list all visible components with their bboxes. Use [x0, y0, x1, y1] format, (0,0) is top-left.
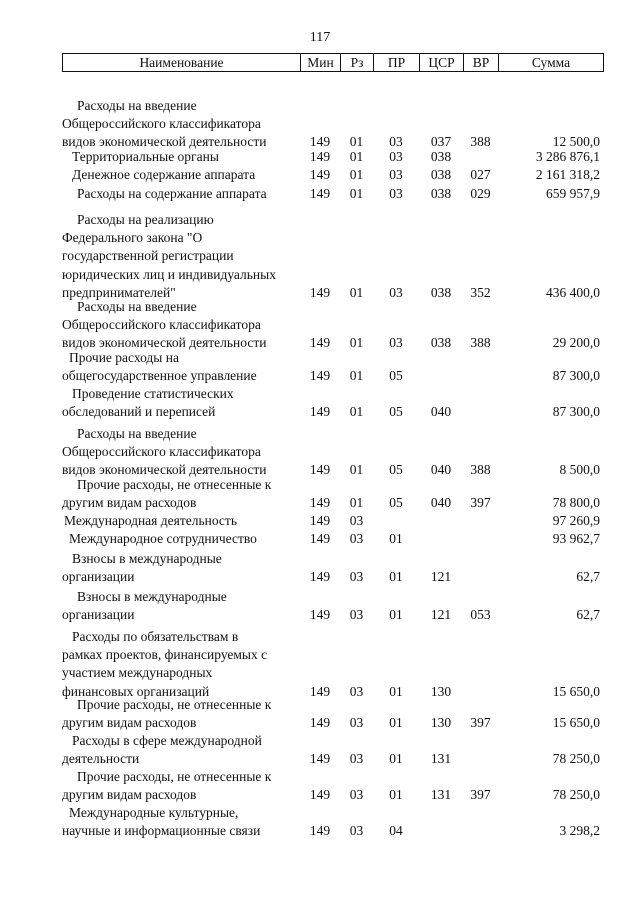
cell-pr: 03 — [389, 166, 403, 182]
cell-vr: 397 — [470, 495, 491, 511]
cell-rz: 03 — [349, 715, 364, 731]
row-name-line: организации — [62, 569, 135, 585]
row-name-line: Общероссийского классификатора — [62, 116, 261, 132]
cell-rz: 03 — [349, 683, 364, 699]
table-row — [0, 166, 640, 184]
row-name-line: видов экономической деятельности — [62, 134, 267, 150]
row-name-line: Общероссийского классификатора — [62, 317, 261, 333]
cell-pr: 01 — [389, 569, 403, 585]
cell-sum: 3 298,2 — [559, 823, 600, 839]
table-row — [0, 512, 640, 530]
row-name-line: Расходы на введение — [77, 299, 197, 314]
cell-sum: 436 400,0 — [546, 284, 600, 300]
cell-rz: 01 — [349, 368, 364, 384]
cell-csr: 038 — [430, 148, 452, 164]
cell-min: 149 — [309, 607, 331, 623]
cell-vr: 397 — [470, 787, 491, 803]
cell-pr: 03 — [389, 335, 403, 351]
cell-rz: 03 — [349, 751, 364, 767]
header-min: Мин — [301, 54, 341, 72]
cell-csr: 121 — [430, 607, 452, 623]
row-name-line: Взносы в международные — [72, 551, 222, 566]
cell-min: 149 — [309, 569, 331, 585]
cell-csr: 131 — [430, 751, 452, 767]
cell-pr: 03 — [389, 284, 403, 300]
header-csr: ЦСР — [420, 54, 464, 72]
header-pr: ПР — [374, 54, 420, 72]
cell-rz: 01 — [349, 134, 364, 150]
cell-min: 149 — [309, 284, 331, 300]
row-name-line: Международное сотрудничество — [69, 531, 257, 546]
cell-csr: 038 — [430, 185, 452, 201]
row-name-line: Расходы на реализацию — [77, 212, 214, 227]
cell-sum: 15 650,0 — [552, 715, 600, 731]
table-row — [0, 298, 640, 353]
cell-sum: 62,7 — [576, 569, 600, 585]
header-vr: ВР — [464, 54, 499, 72]
table-row — [0, 768, 640, 804]
row-name-line: предпринимателей" — [62, 284, 176, 300]
cell-pr: 01 — [389, 607, 403, 623]
table-row — [0, 185, 640, 203]
cell-sum: 2 161 318,2 — [535, 166, 600, 182]
cell-sum: 97 260,9 — [552, 512, 600, 528]
cell-rz: 01 — [349, 462, 364, 478]
header-rz: Рз — [341, 54, 374, 72]
cell-min: 149 — [309, 530, 331, 546]
cell-rz: 01 — [349, 404, 364, 420]
cell-min: 149 — [309, 495, 331, 511]
table-row — [0, 211, 640, 302]
cell-csr: 040 — [430, 462, 452, 478]
cell-pr: 04 — [389, 823, 403, 839]
cell-min: 149 — [309, 166, 331, 182]
cell-sum: 3 286 876,1 — [535, 148, 600, 164]
cell-min: 149 — [309, 404, 331, 420]
header-sum: Сумма — [499, 54, 604, 72]
cell-pr: 03 — [389, 134, 403, 150]
header-name: Наименование — [63, 54, 301, 72]
cell-pr: 05 — [389, 495, 403, 511]
row-name-line: финансовых организаций — [62, 683, 210, 699]
row-name-line: рамках проектов, финансируемых с — [62, 647, 268, 663]
cell-vr: 029 — [470, 185, 491, 201]
cell-rz: 03 — [349, 512, 364, 528]
row-name — [62, 804, 309, 840]
cell-min: 149 — [309, 715, 331, 731]
cell-pr: 05 — [389, 368, 403, 384]
row-name-line: Прочие расходы на — [69, 350, 179, 365]
row-name-line: видов экономической деятельности — [62, 335, 267, 351]
cell-sum: 62,7 — [576, 607, 600, 623]
table-row — [0, 696, 640, 732]
table-row — [0, 628, 640, 701]
table-row — [0, 550, 640, 586]
cell-min: 149 — [309, 185, 331, 201]
row-name-line: Прочие расходы, не отнесенные к — [77, 477, 272, 492]
cell-vr: 388 — [470, 462, 491, 478]
row-name-line: обследований и переписей — [62, 404, 216, 420]
row-name-line: видов экономической деятельности — [62, 462, 267, 478]
row-name-line: Проведение статистических — [72, 386, 234, 401]
row-name-line: Прочие расходы, не отнесенные к — [77, 697, 272, 712]
cell-min: 149 — [309, 368, 331, 384]
row-name — [62, 768, 317, 804]
cell-pr: 01 — [389, 751, 403, 767]
cell-vr: 053 — [470, 607, 491, 623]
row-name — [62, 550, 312, 586]
cell-csr: 121 — [430, 569, 452, 585]
row-name — [69, 530, 309, 548]
row-name — [62, 425, 317, 480]
cell-sum: 87 300,0 — [552, 404, 600, 420]
row-name-line: Международные культурные, — [69, 805, 239, 820]
cell-rz: 03 — [349, 787, 364, 803]
cell-vr: 388 — [470, 335, 491, 351]
row-name-line: деятельности — [62, 751, 140, 767]
cell-rz: 01 — [349, 166, 364, 182]
row-name-line: другим видам расходов — [62, 495, 197, 511]
cell-sum: 29 200,0 — [552, 335, 600, 351]
row-name — [62, 97, 317, 152]
row-name-line: Расходы на введение — [77, 98, 197, 113]
row-name — [62, 476, 317, 512]
cell-csr: 038 — [430, 166, 452, 182]
cell-sum: 78 250,0 — [552, 751, 600, 767]
row-name-line: Взносы в международные — [77, 589, 227, 604]
cell-min: 149 — [309, 823, 331, 839]
row-name-line: Прочие расходы, не отнесенные к — [77, 769, 272, 784]
page-number: 117 — [309, 30, 331, 45]
row-name-line: общегосударственное управление — [62, 368, 257, 384]
cell-min: 149 — [309, 462, 331, 478]
cell-pr: 01 — [389, 787, 403, 803]
cell-min: 149 — [309, 335, 331, 351]
cell-rz: 01 — [349, 185, 364, 201]
row-name — [62, 211, 317, 302]
cell-min: 149 — [309, 787, 331, 803]
row-name — [62, 588, 317, 624]
cell-rz: 01 — [349, 495, 364, 511]
row-name-line: Федерального закона "О — [62, 230, 203, 246]
row-name-line: другим видам расходов — [62, 787, 197, 803]
cell-csr: 131 — [430, 787, 452, 803]
cell-csr: 130 — [430, 715, 452, 731]
cell-sum: 78 800,0 — [552, 495, 600, 511]
cell-vr: 388 — [470, 134, 491, 150]
cell-sum: 15 650,0 — [552, 683, 600, 699]
cell-csr: 130 — [430, 683, 452, 699]
cell-csr: 038 — [430, 335, 452, 351]
row-name-line: научные и информационные связи — [62, 823, 261, 839]
cell-min: 149 — [309, 148, 331, 164]
cell-csr: 038 — [430, 284, 452, 300]
cell-pr: 01 — [389, 715, 403, 731]
row-name-line: Расходы в сфере международной — [72, 733, 262, 748]
cell-pr: 01 — [389, 530, 403, 546]
cell-sum: 659 957,9 — [546, 185, 600, 201]
row-name — [62, 298, 317, 353]
row-name — [72, 148, 312, 166]
cell-rz: 03 — [349, 823, 364, 839]
row-name-line: Международная деятельность — [64, 513, 237, 528]
table-row — [0, 804, 640, 840]
row-name — [62, 732, 312, 768]
cell-sum: 12 500,0 — [552, 134, 600, 150]
cell-rz: 03 — [349, 530, 364, 546]
table-row — [0, 476, 640, 512]
row-name-line: Расходы по обязательствам в — [72, 629, 239, 644]
row-name-line: участием международных — [62, 665, 213, 681]
cell-min: 149 — [309, 751, 331, 767]
row-name-line: Денежное содержание аппарата — [72, 167, 256, 182]
table-row — [0, 425, 640, 480]
cell-min: 149 — [309, 134, 331, 150]
cell-sum: 78 250,0 — [552, 787, 600, 803]
cell-rz: 03 — [349, 569, 364, 585]
cell-csr: 037 — [430, 134, 452, 150]
table-header — [62, 53, 604, 72]
cell-sum: 8 500,0 — [559, 462, 600, 478]
cell-min: 149 — [309, 683, 331, 699]
row-name-line: организации — [62, 607, 135, 623]
table-row — [0, 349, 640, 385]
cell-pr: 05 — [389, 462, 403, 478]
table-row — [0, 530, 640, 548]
table-row — [0, 148, 640, 166]
cell-vr: 027 — [470, 166, 491, 182]
table-row — [0, 732, 640, 768]
cell-rz: 01 — [349, 284, 364, 300]
cell-pr: 01 — [389, 683, 403, 699]
cell-rz: 03 — [349, 607, 364, 623]
table-row — [0, 385, 640, 421]
row-name-line: Расходы на введение — [77, 426, 197, 441]
row-name-line: Расходы на содержание аппарата — [77, 186, 267, 201]
cell-sum: 87 300,0 — [552, 368, 600, 384]
cell-sum: 93 962,7 — [552, 530, 600, 546]
row-name — [62, 696, 317, 732]
cell-vr: 352 — [470, 284, 491, 300]
row-name-line: Территориальные органы — [72, 149, 219, 164]
cell-pr: 05 — [389, 404, 403, 420]
cell-vr: 397 — [470, 715, 491, 731]
row-name — [64, 512, 304, 530]
row-name-line: юридических лиц и индивидуальных — [62, 266, 276, 282]
row-name — [72, 166, 312, 184]
cell-csr: 040 — [430, 404, 452, 420]
cell-rz: 01 — [349, 335, 364, 351]
cell-pr: 03 — [389, 148, 403, 164]
row-name-line: государственной регистрации — [62, 248, 234, 264]
table-row — [0, 97, 640, 152]
cell-pr: 03 — [389, 185, 403, 201]
cell-csr: 040 — [430, 495, 452, 511]
cell-rz: 01 — [349, 148, 364, 164]
row-name-line: Общероссийского классификатора — [62, 444, 261, 460]
row-name — [62, 628, 312, 701]
table-row — [0, 588, 640, 624]
cell-min: 149 — [309, 512, 331, 528]
row-name — [62, 385, 312, 421]
row-name-line: другим видам расходов — [62, 715, 197, 731]
row-name — [77, 185, 317, 203]
row-name — [62, 349, 309, 385]
